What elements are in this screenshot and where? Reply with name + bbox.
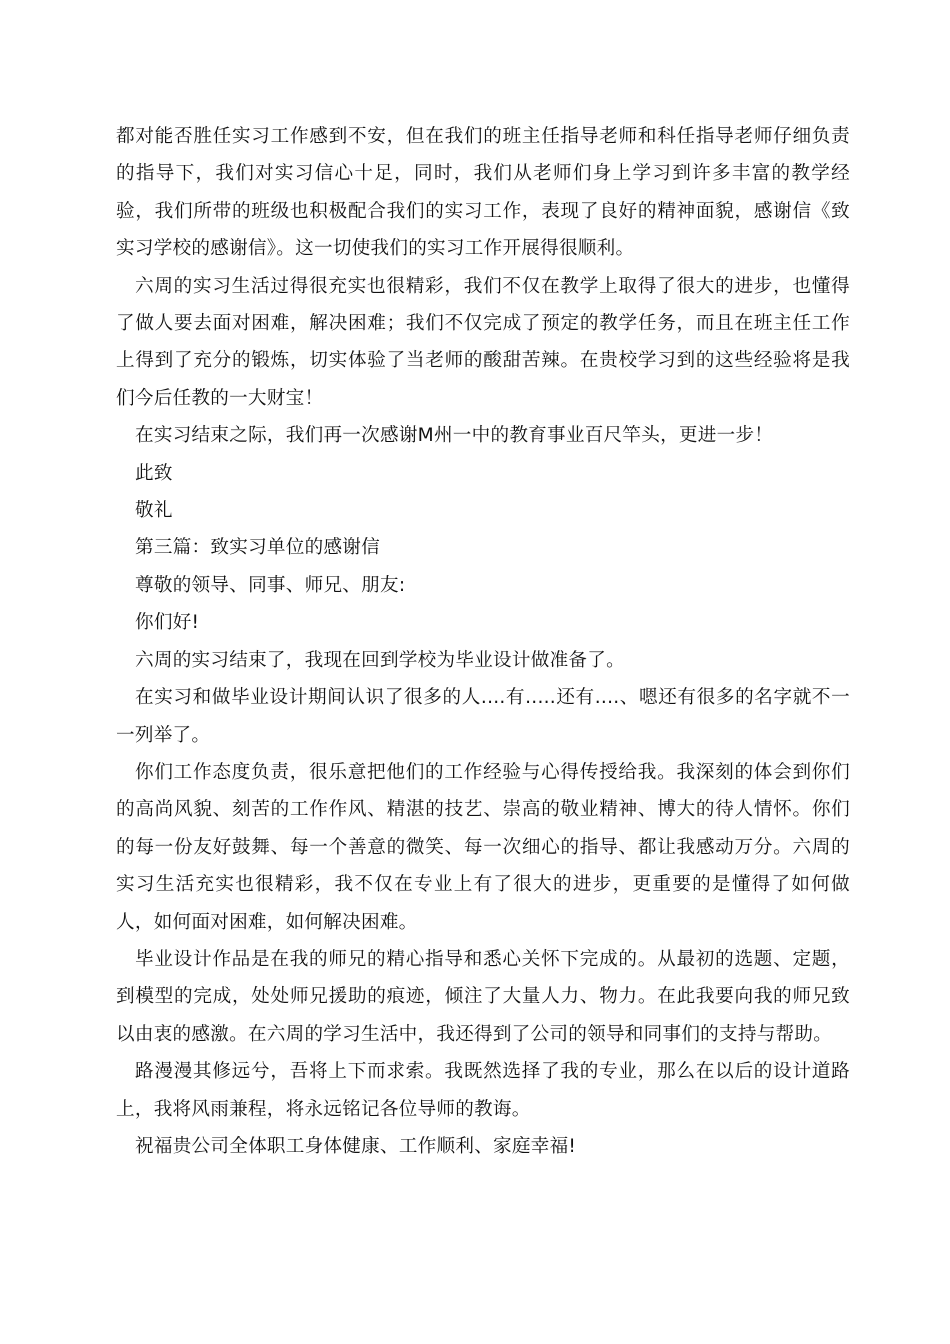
paragraph-long-road: 路漫漫其修远兮，吾将上下而求索。我既然选择了我的专业，那么在以后的设计道路上，我将风雨兼程，将永远铭记各位导师的教诲。	[116, 1061, 850, 1120]
document-body	[116, 118, 850, 1165]
paragraph-six-weeks-teaching: 六周的实习生活过得很充实也很精彩，我们不仅在教学上取得了很大的进步，也懂得了做人要去面对困难，解决困难；我们不仅完成了预定的教学任务，而且在班主任工作上得到了充分的锻炼，切实体验了当老师的酸甜苦辣。在贵校学习到的这些经验将是我们今后任教的一大财宝！	[116, 275, 850, 409]
paragraph-work-attitude: 你们工作态度负责，很乐意把他们的工作经验与心得传授给我。我深刻的体会到你们的高尚风貌、刻苦的工作作风、精湛的技艺、崇高的敬业精神、博大的待人情怀。你们的每一份友好鼓舞、每一个善意的微笑、每一次细心的指导、都让我感动万分。六周的实习生活充实也很精彩，我不仅在专业上有了很大的进步，更重要的是懂得了如何做人，如何面对困难，如何解决困难。	[116, 761, 850, 933]
closing-salutation: 此致	[135, 462, 173, 484]
letter-hello: 你们好!	[135, 612, 200, 634]
paragraph-graduation-design: 毕业设计作品是在我的师兄的精心指导和悉心关怀下完成的。从最初的选题、定题，到模型的完成，处处师兄援助的痕迹，倾注了大量人力、物力。在此我要向我的师兄致以由衷的感激。在六周的学习生活中，我还得到了公司的领导和同事们的支持与帮助。	[116, 948, 850, 1045]
paragraph-closing-thanks: 在实习结束之际，我们再一次感谢M州一中的教育事业百尺竿头，更进一步！	[135, 425, 774, 447]
closing-regards: 敬礼	[135, 500, 173, 522]
letter-greeting: 尊敬的领导、同事、师兄、朋友:	[135, 574, 406, 596]
paragraph-blessing: 祝福贵公司全体职工身体健康、工作顺利、家庭幸福!	[135, 1135, 577, 1157]
paragraph-continued: 都对能否胜任实习工作感到不安，但在我们的班主任指导老师和科任指导老师仔细负责的指导下，我们对实习信心十足，同时，我们从老师们身上学习到许多丰富的教学经验，我们所带的班级也积极配合我们的实习工作，表现了良好的精神面貌，感谢信《致实习学校的感谢信》。这一切使我们的实习工作开展得很顺利。	[116, 126, 850, 260]
section-heading: 第三篇：致实习单位的感谢信	[135, 537, 380, 559]
paragraph-people-met: 在实习和做毕业设计期间认识了很多的人....有.....还有....、嗯还有很多的名字就不一一列举了。	[116, 687, 850, 746]
paragraph-internship-ended: 六周的实习结束了，我现在回到学校为毕业设计做准备了。	[135, 649, 625, 671]
